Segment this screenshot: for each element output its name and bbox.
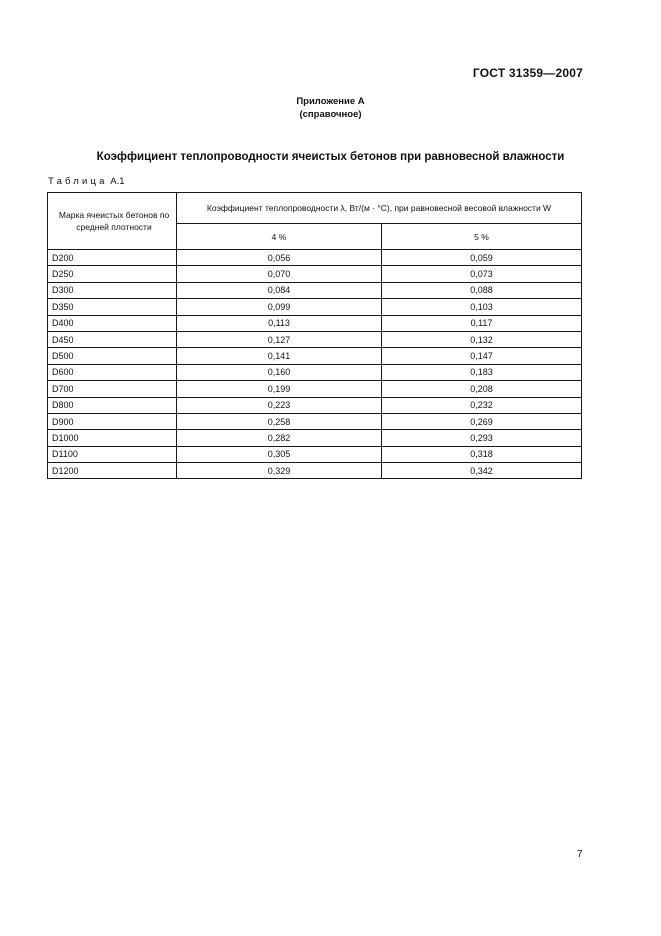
cell-moisture-5: 0,103	[382, 299, 582, 315]
standard-number: ГОСТ 31359—2007	[472, 66, 583, 80]
cell-brand: D1200	[48, 463, 177, 479]
table-header-row	[48, 193, 582, 224]
table-row	[48, 413, 582, 429]
cell-moisture-4: 0,282	[177, 430, 382, 446]
appendix-heading	[0, 95, 661, 121]
table-row	[48, 266, 582, 282]
cell-brand: D400	[48, 315, 177, 331]
cell-moisture-4: 0,070	[177, 266, 382, 282]
cell-moisture-5: 0,088	[382, 282, 582, 298]
table-row	[48, 430, 582, 446]
cell-moisture-5: 0,132	[382, 331, 582, 347]
header-brand: Марка ячеистых бетонов по средней плотности	[48, 193, 177, 250]
cell-moisture-4: 0,113	[177, 315, 382, 331]
thermal-conductivity-table	[47, 192, 582, 479]
table-row	[48, 381, 582, 397]
cell-brand: D300	[48, 282, 177, 298]
cell-moisture-5: 0,318	[382, 446, 582, 462]
cell-moisture-5: 0,183	[382, 364, 582, 380]
cell-brand: D250	[48, 266, 177, 282]
cell-moisture-5: 0,232	[382, 397, 582, 413]
table-row	[48, 397, 582, 413]
cell-brand: D800	[48, 397, 177, 413]
cell-moisture-4: 0,056	[177, 250, 382, 266]
cell-moisture-4: 0,099	[177, 299, 382, 315]
cell-moisture-4: 0,127	[177, 331, 382, 347]
header-moisture-5: 5 %	[382, 224, 582, 250]
table-row	[48, 463, 582, 479]
cell-brand: D1000	[48, 430, 177, 446]
cell-moisture-4: 0,160	[177, 364, 382, 380]
cell-brand: D600	[48, 364, 177, 380]
cell-brand: D450	[48, 331, 177, 347]
cell-brand: D1100	[48, 446, 177, 462]
table-label-word: Таблица	[48, 176, 108, 187]
cell-moisture-5: 0,147	[382, 348, 582, 364]
cell-moisture-5: 0,293	[382, 430, 582, 446]
table-row	[48, 348, 582, 364]
cell-moisture-5: 0,269	[382, 413, 582, 429]
table-row	[48, 331, 582, 347]
cell-moisture-4: 0,084	[177, 282, 382, 298]
cell-moisture-5: 0,208	[382, 381, 582, 397]
cell-moisture-5: 0,059	[382, 250, 582, 266]
cell-moisture-4: 0,223	[177, 397, 382, 413]
appendix-title: Приложение А	[296, 96, 365, 107]
table-row	[48, 250, 582, 266]
cell-moisture-4: 0,305	[177, 446, 382, 462]
cell-moisture-5: 0,117	[382, 315, 582, 331]
cell-brand: D200	[48, 250, 177, 266]
table-label	[48, 176, 125, 187]
table-row	[48, 315, 582, 331]
cell-moisture-4: 0,329	[177, 463, 382, 479]
cell-moisture-5: 0,342	[382, 463, 582, 479]
header-coefficient: Коэффициент теплопроводности λ, Вт/(м · °С), при равновесной весовой влажности W	[177, 193, 582, 224]
table-label-number: А.1	[110, 176, 125, 187]
cell-brand: D900	[48, 413, 177, 429]
page-number: 7	[577, 849, 583, 860]
cell-moisture-4: 0,199	[177, 381, 382, 397]
cell-brand: D350	[48, 299, 177, 315]
header-moisture-4: 4 %	[177, 224, 382, 250]
table-row	[48, 299, 582, 315]
cell-brand: D700	[48, 381, 177, 397]
page-title: Коэффициент теплопроводности ячеистых бетонов при равновесной влажности	[96, 151, 565, 163]
cell-moisture-5: 0,073	[382, 266, 582, 282]
cell-moisture-4: 0,141	[177, 348, 382, 364]
table-row	[48, 446, 582, 462]
appendix-subtitle: (справочное)	[299, 109, 362, 120]
cell-brand: D500	[48, 348, 177, 364]
table-row	[48, 282, 582, 298]
cell-moisture-4: 0,258	[177, 413, 382, 429]
table-row	[48, 364, 582, 380]
